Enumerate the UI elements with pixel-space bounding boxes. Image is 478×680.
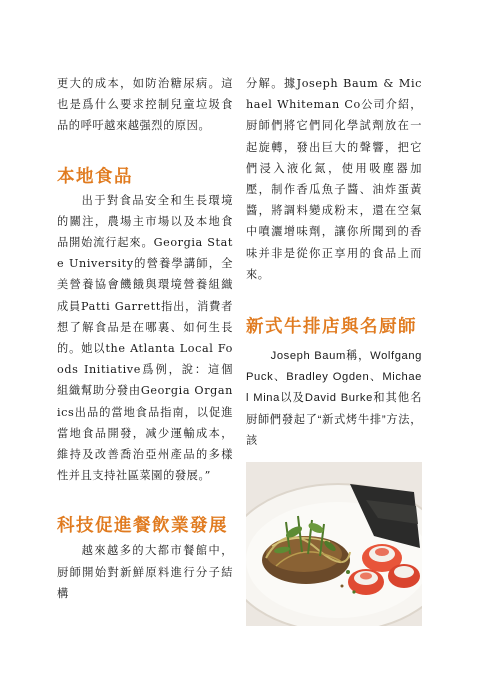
food-plate-illustration bbox=[246, 462, 422, 626]
paragraph-steakhouse: Joseph Baum稱，Wolfgang Puck、Bradley Ogden、Michael Mina以及David Burke和其他名厨師們發起了“新式烤牛排”方法，該 bbox=[246, 350, 422, 447]
right-column bbox=[246, 73, 422, 452]
paragraph-local-food: 出于對食品安全和生長環境的關注，農場主市場以及本地食品開始流行起來。Georgia State University的營養學講師，全美營養協會饑餓與環境營養組織成員Patti Garrett指出，消費者想了解食品是在哪裏、如何生長的。她以the Atlanta Local Foods Initiative爲例，說：這個組織幫助分發由Georgia Organics出品的當地食品指南，以促進當地食品開發，减少運輸成本，維持及改善喬治亞州產品的多樣性并且支持社區菜園的發展。” bbox=[57, 193, 233, 483]
heading-tech-dining: 科技促進餐飲業發展 bbox=[57, 516, 228, 537]
food-photo bbox=[246, 462, 422, 626]
heading-steakhouse: 新式牛排店與名厨師 bbox=[246, 317, 417, 338]
paragraph-continued: 分解。據Joseph Baum & Michael Whiteman Co公司介紹，厨師們將它們同化學試劑放在一起旋轉，發出巨大的聲響，把它們浸入液化氮，使用吸塵器加壓，制作香瓜魚子醬、油炸蛋黃醬，將調料變成粉末，還在空氣中噴灑增味劑，讓你所聞到的香味并非是從你正享用的食品上而來。 bbox=[246, 77, 422, 281]
paragraph-intro: 更大的成本，如防治糖尿病。這也是爲什么要求控制兒童垃圾食品的呼吁越來越强烈的原因。 bbox=[57, 77, 233, 133]
paragraph-tech-dining: 越來越多的大都市餐館中，厨師開始對新鮮原料進行分子結構 bbox=[57, 544, 233, 600]
left-column bbox=[57, 73, 233, 604]
heading-local-food: 本地食品 bbox=[57, 166, 133, 187]
